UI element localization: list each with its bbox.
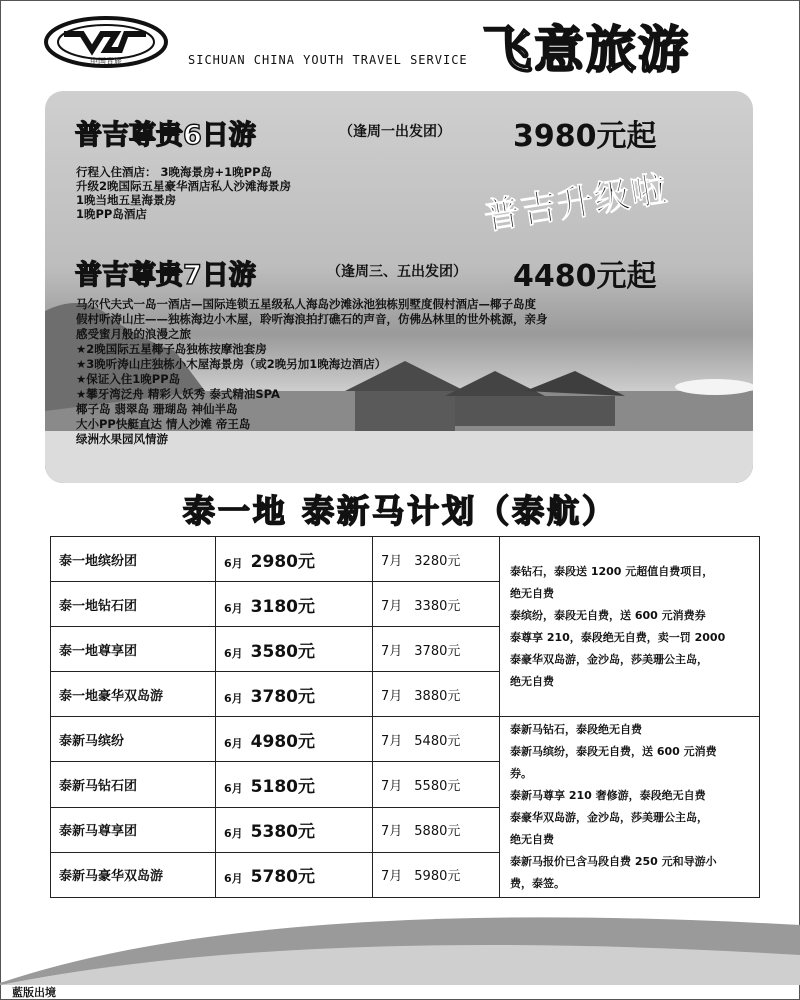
month-label: 6月 [224,736,243,750]
month-label: 6月 [224,827,243,841]
logo-text: 中国青旅 [90,57,122,66]
july-price: 5980元 [414,869,461,885]
month-label: 7月 [381,598,403,614]
note-line: 绝无自费 [510,586,554,600]
tour-name: 泰新马钻石团 [51,762,216,807]
month-label: 7月 [381,688,403,704]
july-price-cell [373,807,500,852]
july-price: 3380元 [414,598,461,614]
june-price-cell [216,537,373,582]
tour1-title: 普吉尊贵6日游 [75,120,256,151]
tour2-departure-note: （逢周三、五出发团） [327,264,467,280]
tour2-line: 椰子岛 翡翠岛 珊瑚岛 神仙半岛 [76,402,238,416]
june-price-cell [216,852,373,897]
july-price: 3880元 [414,688,461,704]
month-label: 6月 [224,872,243,886]
tour2-line: 绿洲水果园风情游 [76,432,168,446]
july-price-cell [373,537,500,582]
tour2-line: ★攀牙湾泛舟 精彩人妖秀 泰式精油SPA [76,387,280,401]
tour-name: 泰一地钻石团 [51,582,216,627]
month-label: 7月 [381,553,403,569]
month-label: 7月 [381,733,403,749]
tour2-line: ★保证入住1晚PP岛 [76,372,181,386]
july-price: 3280元 [414,553,461,569]
july-price-cell [373,762,500,807]
table-row [51,717,760,762]
july-price-cell [373,672,500,717]
july-price: 3780元 [414,643,461,659]
note-line: 泰尊享 210，泰段绝无自费，卖一罚 2000 [510,630,726,644]
note-line: 泰新马报价已含马段自费 250 元和导游小 [510,855,717,868]
note-line: 券。 [510,767,532,780]
july-price-cell [373,582,500,627]
tour-name: 泰新马尊享团 [51,807,216,852]
note-line: 泰缤纷，泰段无自费，送 600 元消费券 [510,608,706,622]
june-price: 5380元 [250,822,315,843]
note-line: 绝无自费 [510,674,554,688]
month-label: 7月 [381,778,403,794]
tour2-line: 大小PP快艇直达 情人沙滩 帝王岛 [76,417,251,431]
note-line: 泰新马缤纷，泰段无自费，送 600 元消费 [510,745,717,758]
tour2-line: 感受蜜月般的浪漫之旅 [76,327,191,341]
tour-name: 泰一地尊享团 [51,627,216,672]
june-price-cell [216,672,373,717]
july-price: 5880元 [414,824,461,840]
price-table [50,536,760,898]
july-price: 5480元 [414,733,461,749]
month-label: 6月 [224,646,243,660]
bottom-swoosh-decoration [0,905,800,985]
june-price: 2980元 [250,551,315,572]
brand-title: 飞意旅游 [482,21,690,79]
footer-label: 藍版出境 [12,986,56,999]
june-price-cell [216,717,373,762]
tour1-line: 升级2晚国际五星豪华酒店私人沙滩海景房 [76,179,291,193]
group1-notes [500,537,760,717]
month-label: 6月 [224,556,243,570]
june-price: 5780元 [250,867,315,888]
tour2-line: ★2晚国际五星椰子岛独栋按摩池套房 [76,342,267,356]
july-price-cell [373,627,500,672]
month-label: 7月 [381,643,403,659]
tour2-line: ★3晚听涛山庄独栋小木屋海景房（或2晚另加1晚海边酒店） [76,357,387,371]
tour1-line: 1晚当地五星海景房 [76,193,177,207]
june-price-cell [216,807,373,852]
group2-notes [500,717,760,898]
upgrade-stamp: 普吉升级啦 [481,168,671,239]
tour2-title: 普吉尊贵7日游 [75,260,256,291]
agency-name: SICHUAN CHINA YOUTH TRAVEL SERVICE [188,53,468,67]
tour2-price: 4480元起 [513,259,657,294]
month-label: 6月 [224,601,243,615]
month-label: 6月 [224,781,243,795]
month-label: 6月 [224,691,243,705]
tour1-line: 1晚PP岛酒店 [76,207,147,221]
tour1-line: 行程入住酒店： 3晚海景房+1晚PP岛 [76,165,272,179]
june-price: 3780元 [250,686,315,707]
table-row [51,537,760,582]
tour-name: 泰一地缤纷团 [51,537,216,582]
june-price: 3180元 [250,596,315,617]
month-label: 7月 [381,824,403,840]
tour1-price: 3980元起 [513,119,657,154]
tour-name: 泰一地豪华双岛游 [51,672,216,717]
june-price: 3580元 [250,641,315,662]
thailand-banner [45,91,753,483]
june-price-cell [216,627,373,672]
june-price: 5180元 [250,776,315,797]
july-price: 5580元 [414,778,461,794]
june-price: 4980元 [250,731,315,752]
june-price-cell [216,762,373,807]
note-line: 绝无自费 [510,833,554,846]
note-line: 泰新马尊享 210 奢修游，泰段绝无自费 [510,789,706,802]
july-price-cell [373,717,500,762]
june-price-cell [216,582,373,627]
tour-name: 泰新马豪华双岛游 [51,852,216,897]
note-line: 泰钻石，泰段送 1200 元超值自费项目， [510,564,714,578]
july-price-cell [373,852,500,897]
month-label: 7月 [381,869,403,885]
tour-name: 泰新马缤纷 [51,717,216,762]
note-line: 泰豪华双岛游，金沙岛，莎美珊公主岛， [510,811,708,824]
section-title: 泰一地 泰新马计划（泰航） [182,492,618,530]
note-line: 费，泰签。 [510,877,565,890]
tour2-line: 假村听涛山庄——独栋海边小木屋，聆听海浪拍打礁石的声音，仿佛丛林里的世外桃源，亲身 [76,312,548,326]
note-line: 泰豪华双岛游，金沙岛，莎美珊公主岛， [510,652,708,666]
note-line: 泰新马钻石，泰段绝无自费 [510,723,642,736]
cyts-logo [42,14,170,72]
tour1-departure-note: （逢周一出发团） [339,124,451,140]
tour2-line: 马尔代夫式一岛一酒店—国际连锁五星级私人海岛沙滩泳池独栋别墅度假村酒店—椰子岛度 [76,297,536,311]
